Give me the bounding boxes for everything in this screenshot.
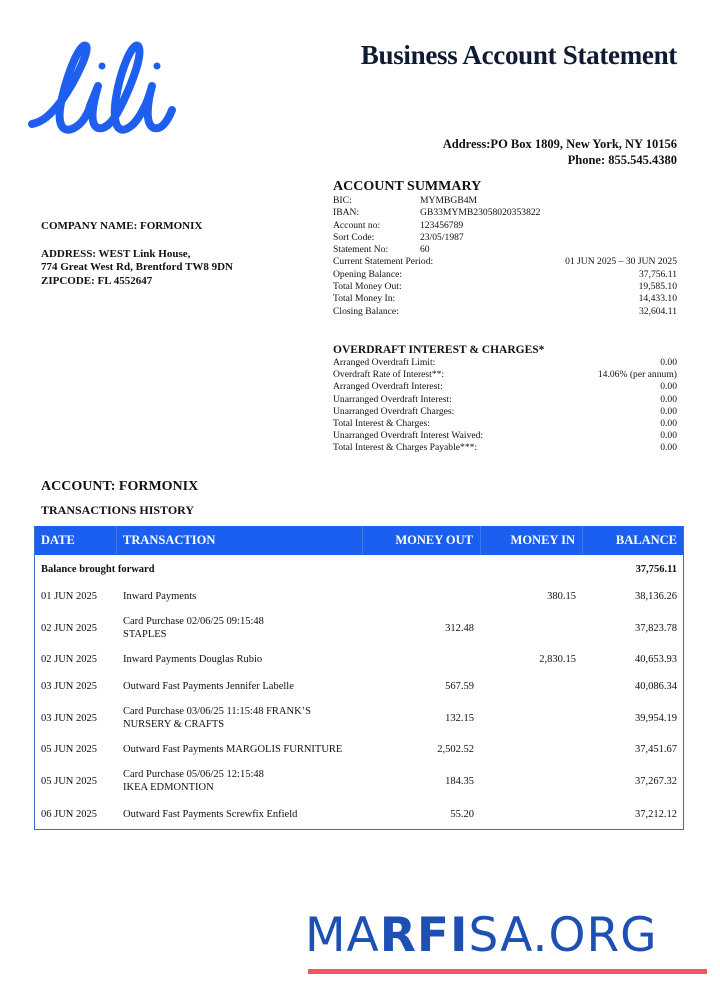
summary-row-bic: BIC: MYMBGB4M xyxy=(333,195,478,206)
account-summary xyxy=(333,178,677,318)
account-summary-title: ACCOUNT SUMMARY xyxy=(333,179,482,194)
column-header-money-out: MONEY OUT xyxy=(363,526,481,555)
table-row: 03 JUN 2025 Card Purchase 03/06/25 11:15:48 FRANK’S NURSERY & CRAFTS 132.15 39,954.19 xyxy=(41,706,677,730)
summary-row-statement-no: Statement No: 60 xyxy=(333,244,430,256)
marfisa-watermark: MARFISA.ORG xyxy=(305,908,707,974)
table-row: 05 JUN 2025 Outward Fast Payments MARGOLIS FURNITURE 2,502.52 37,451.67 xyxy=(41,744,677,755)
overdraft-row: Unarranged Overdraft Charges: 0.00 xyxy=(333,405,677,417)
table-row: 05 JUN 2025 Card Purchase 05/06/25 12:15:48 IKEA EDMONTION 184.35 37,267.32 xyxy=(41,769,677,793)
bank-address: Address:PO Box 1809, New York, NY 10156 xyxy=(442,137,677,151)
balance-brought-forward-row: Balance brought forward 37,756.11 xyxy=(41,563,677,575)
bank-contact xyxy=(443,136,677,168)
summary-row-closing-balance: Closing Balance: 32,604.11 xyxy=(333,305,677,317)
lili-logo xyxy=(28,38,178,148)
summary-row-period: Current Statement Period: 01 JUN 2025 – 30 JUN 2025 xyxy=(333,256,677,268)
table-row: 06 JUN 2025 Outward Fast Payments Screwfix Enfield 55.20 37,212.12 xyxy=(41,808,677,820)
overdraft-row: Unarranged Overdraft Interest Waived: 0.00 xyxy=(333,430,677,442)
company-name: COMPANY NAME: FORMONIX xyxy=(41,220,203,232)
column-header-money-in: MONEY IN xyxy=(481,526,583,555)
column-header-date: DATE xyxy=(35,526,117,555)
table-row: 03 JUN 2025 Outward Fast Payments Jennifer Labelle 567.59 40,086.34 xyxy=(41,681,677,692)
summary-row-sort-code: Sort Code: 23/05/1987 xyxy=(333,231,464,243)
overdraft-row: Overdraft Rate of Interest**: 14.06% (per annum) xyxy=(333,369,677,381)
bank-phone: Phone: 855.545.4380 xyxy=(567,153,677,167)
address-line-2: 774 Great West Rd, Brentford TW8 9DN xyxy=(41,261,233,273)
table-row: 01 JUN 2025 Inward Payments 380.15 38,136.26 xyxy=(41,591,677,602)
overdraft-row: Arranged Overdraft Interest: 0.00 xyxy=(333,381,677,393)
zipcode: ZIPCODE: FL 4552647 xyxy=(41,274,153,287)
table-row: 02 JUN 2025 Card Purchase 02/06/25 09:15:48 STAPLES 312.48 37,823.78 xyxy=(41,616,677,640)
account-title: ACCOUNT: FORMONIX xyxy=(41,479,199,494)
address-line-1: ADDRESS: WEST Link House, xyxy=(41,247,191,260)
overdraft-title: OVERDRAFT INTEREST & CHARGES* xyxy=(333,344,545,356)
overdraft-section xyxy=(333,343,677,455)
column-header-balance: BALANCE xyxy=(615,533,677,547)
summary-row-total-in: Total Money In: 14,433.10 xyxy=(333,293,677,305)
transactions-history-title: TRANSACTIONS HISTORY xyxy=(41,503,195,517)
customer-details xyxy=(41,220,233,288)
transactions-table xyxy=(34,526,684,830)
watermark-underline xyxy=(308,969,707,974)
statement-title: Business Account Statement xyxy=(360,40,677,70)
overdraft-row: Total Interest & Charges Payable***: 0.00 xyxy=(333,442,677,454)
table-row: 02 JUN 2025 Inward Payments Douglas Rubio 2,830.15 40,653.93 xyxy=(41,654,677,665)
table-header xyxy=(35,526,683,555)
summary-row-iban: IBAN: GB33MYMB23058020353822 xyxy=(333,207,541,219)
summary-row-opening-balance: Opening Balance: 37,756.11 xyxy=(333,268,677,280)
summary-row-account-no: Account no: 123456789 xyxy=(333,219,464,231)
overdraft-row: Unarranged Overdraft Interest: 0.00 xyxy=(333,393,677,405)
summary-row-total-out: Total Money Out: 19,585.10 xyxy=(333,281,677,293)
overdraft-row: Arranged Overdraft Limit: 0.00 xyxy=(333,357,677,368)
overdraft-row: Total Interest & Charges: 0.00 xyxy=(333,418,677,430)
column-header-transaction: TRANSACTION xyxy=(117,526,363,555)
